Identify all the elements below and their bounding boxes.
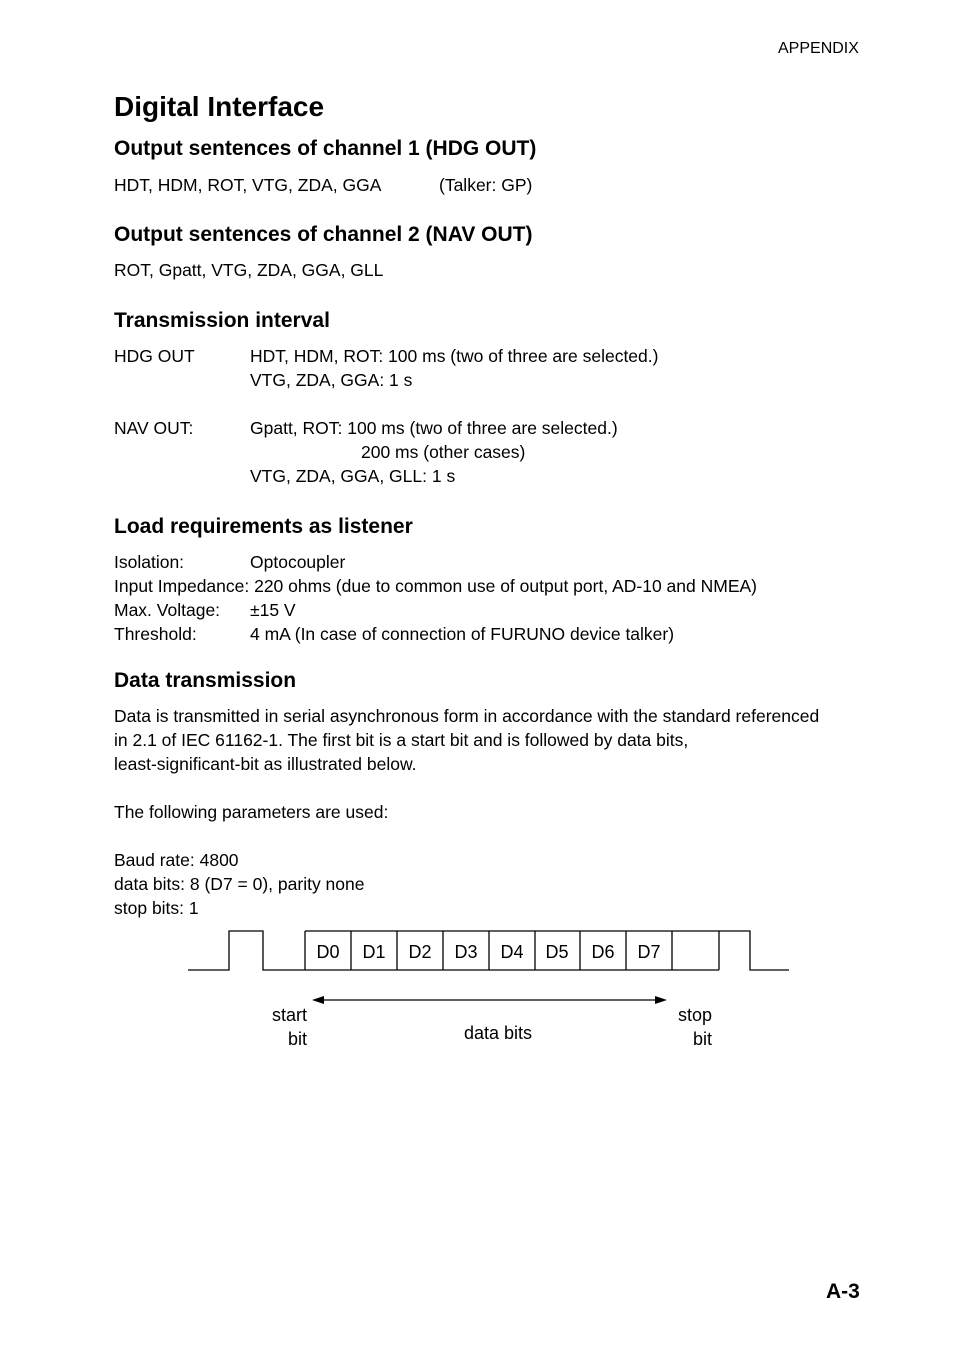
data-bits-label: data bits — [463, 1023, 533, 1043]
bit-label: D1 — [362, 942, 386, 962]
interval-nav-line1: Gpatt, ROT: 100 ms (two of three are selected.) — [250, 418, 618, 438]
transmission-para-line3: least-significant-bit as illustrated below. — [114, 754, 417, 774]
bit-label: D6 — [591, 942, 615, 962]
transmission-para-line2: in 2.1 of IEC 61162-1. The first bit is a start bit and is followed by data bits, — [114, 730, 689, 750]
stop-bit-label: stop — [677, 1005, 712, 1025]
bit-label: D5 — [545, 942, 569, 962]
ch1-sentences: HDT, HDM, ROT, VTG, ZDA, GGA — [114, 175, 382, 195]
transmission-para-line1: Data is transmitted in serial asynchronous form in accordance with the standard referenced — [114, 706, 820, 726]
interval-hdg-label: HDG OUT — [114, 346, 195, 366]
arrow-head-right — [655, 996, 667, 1004]
voltage-value: ±15 V — [250, 600, 296, 620]
transmission-heading: Data transmission — [114, 669, 297, 692]
bit-label: D4 — [500, 942, 524, 962]
interval-nav-line3: VTG, ZDA, GGA, GLL: 1 s — [250, 466, 456, 486]
start-bit-label: bit — [287, 1029, 307, 1049]
voltage-label: Max. Voltage: — [114, 600, 221, 620]
baud-rate: Baud rate: 4800 — [114, 850, 239, 870]
isolation-value: Optocoupler — [250, 552, 346, 572]
stop-bit-label: bit — [692, 1029, 712, 1049]
stop-bits-param: stop bits: 1 — [114, 898, 199, 918]
ch2-sentences: ROT, Gpatt, VTG, ZDA, GGA, GLL — [114, 260, 384, 280]
ch1-heading: Output sentences of channel 1 (HDG OUT) — [114, 137, 537, 160]
interval-hdg-line1: HDT, HDM, ROT: 100 ms (two of three are selected.) — [250, 346, 659, 366]
bit-label: D2 — [408, 942, 432, 962]
bit-label: D0 — [316, 942, 340, 962]
waveform-right — [719, 931, 789, 970]
interval-nav-line2: 200 ms (other cases) — [361, 442, 526, 462]
interval-hdg-line2: VTG, ZDA, GGA: 1 s — [250, 370, 413, 390]
bit-label: D3 — [454, 942, 478, 962]
params-intro: The following parameters are used: — [114, 802, 389, 822]
threshold-label: Threshold: — [114, 624, 197, 644]
threshold-value: 4 mA (In case of connection of FURUNO device talker) — [250, 624, 675, 644]
waveform-left — [188, 931, 305, 970]
start-bit-label: start — [271, 1005, 307, 1025]
ch1-talker: (Talker: GP) — [439, 175, 533, 195]
running-header: APPENDIX — [778, 40, 859, 57]
page-number: A-3 — [826, 1280, 860, 1303]
interval-heading: Transmission interval — [114, 309, 330, 332]
bit-label: D7 — [637, 942, 661, 962]
page-title: Digital Interface — [114, 91, 325, 122]
ch2-heading: Output sentences of channel 2 (NAV OUT) — [114, 223, 533, 246]
impedance-line: Input Impedance: 220 ohms (due to common use of output port, AD-10 and NMEA) — [114, 576, 757, 596]
load-heading: Load requirements as listener — [114, 515, 413, 538]
isolation-label: Isolation: — [114, 552, 185, 572]
arrow-head-left — [312, 996, 324, 1004]
data-bits-param: data bits: 8 (D7 = 0), parity none — [114, 874, 365, 894]
interval-nav-label: NAV OUT: — [114, 418, 194, 438]
